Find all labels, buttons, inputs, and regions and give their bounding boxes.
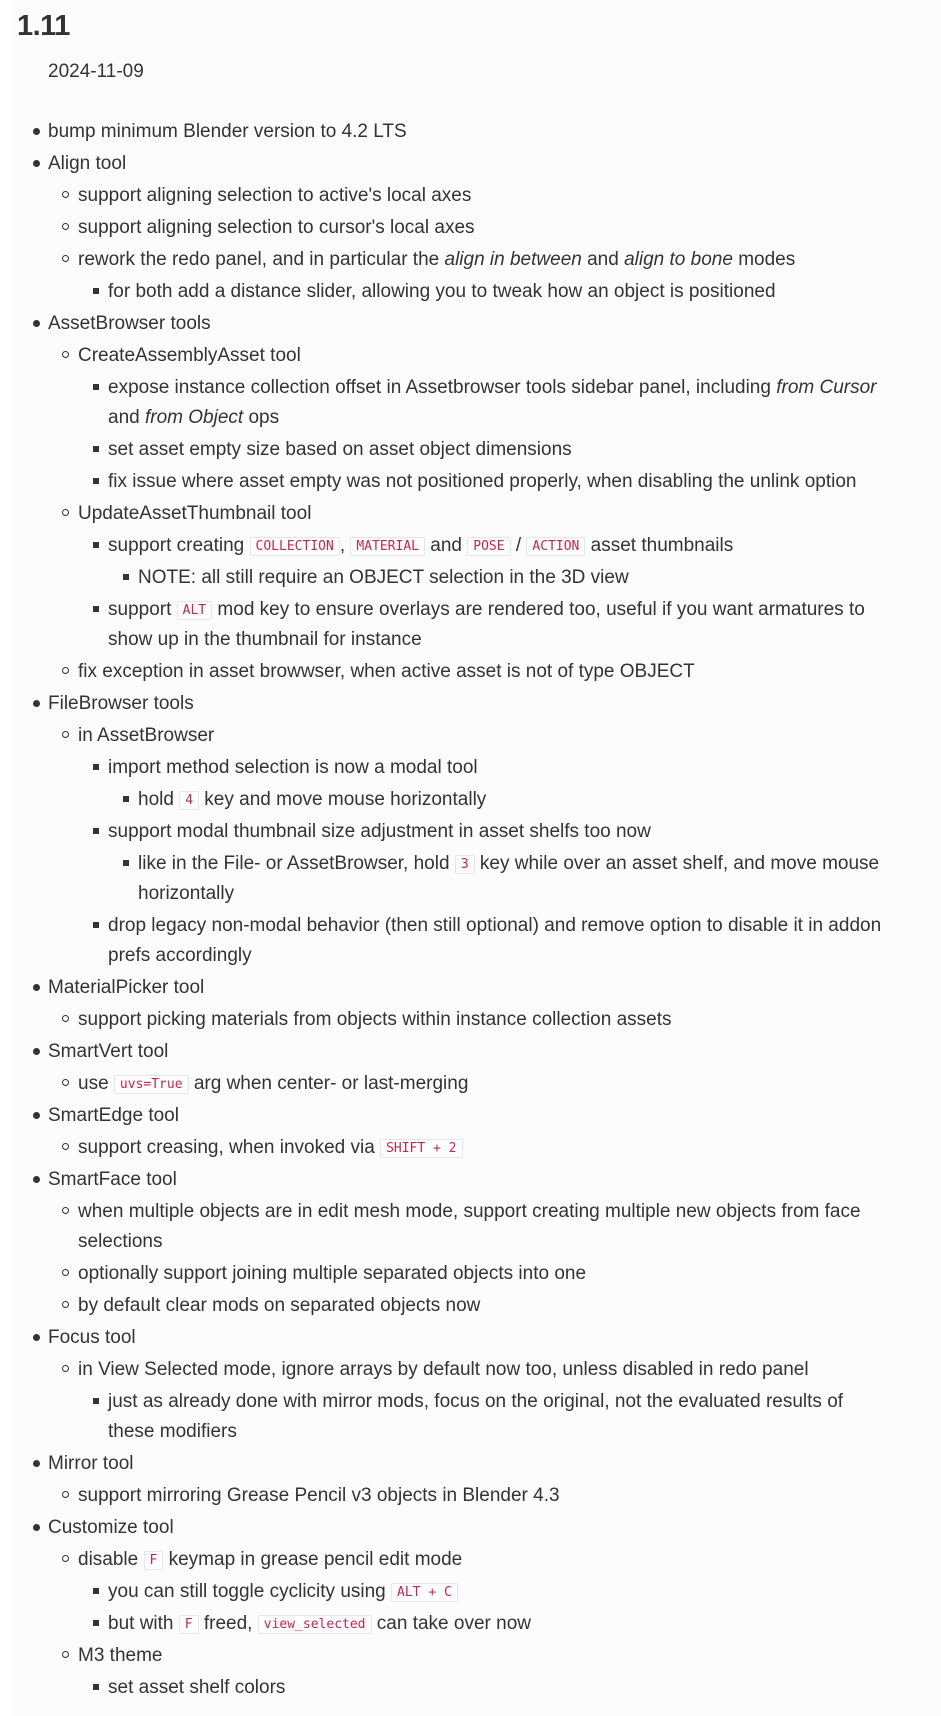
note-sublist — [108, 562, 893, 594]
item-text: rework the redo panel, and in particular the align in between and align to bone modes — [78, 249, 796, 270]
list-item — [78, 1068, 893, 1100]
list-item — [108, 434, 893, 466]
smartedge-sublist — [48, 1132, 893, 1164]
align-sublist — [48, 180, 893, 308]
code-collection: COLLECTION — [250, 537, 340, 556]
disable-sublist — [78, 1576, 893, 1640]
code-view-selected: view_selected — [258, 1615, 372, 1634]
list-item — [48, 116, 893, 148]
emphasis-text: from Object — [144, 407, 244, 428]
list-item — [78, 1196, 893, 1258]
list-item — [108, 816, 893, 910]
materialpicker-sublist — [48, 1004, 893, 1036]
list-item — [108, 1386, 893, 1448]
item-text: support ALT mod key to ensure overlays are rendered too, useful if you want armatures to show up in the thumbnail for instance — [108, 599, 865, 650]
item-text: support mirroring Grease Pencil v3 objects in Blender 4.3 — [78, 1485, 560, 1506]
item-text: by default clear mods on separated objects now — [78, 1295, 481, 1316]
item-text: just as already done with mirror mods, focus on the original, not the evaluated results of these modifiers — [108, 1391, 844, 1442]
update-sublist — [78, 530, 893, 656]
code-key-f: F — [179, 1615, 199, 1634]
list-item — [108, 530, 893, 594]
list-item — [108, 466, 893, 498]
list-item — [138, 562, 893, 594]
item-text: import method selection is now a modal tool — [108, 757, 478, 778]
list-item — [108, 910, 893, 972]
item-text: NOTE: all still require an OBJECT selection in the 3D view — [138, 567, 629, 588]
list-item — [78, 1290, 893, 1322]
code-uvs: uvs=True — [114, 1075, 189, 1094]
item-text: hold 4 key and move mouse horizontally — [138, 789, 487, 810]
item-text: in View Selected mode, ignore arrays by default now too, unless disabled in redo panel — [78, 1359, 809, 1380]
list-item — [78, 498, 893, 656]
code-material: MATERIAL — [350, 537, 425, 556]
section-label-assetbrowser: AssetBrowser tools — [48, 313, 211, 334]
item-text: in AssetBrowser — [78, 725, 215, 746]
item-text: use uvs=True arg when center- or last-merging — [78, 1073, 469, 1094]
emphasis-text: align to bone — [624, 249, 733, 270]
item-text: fix exception in asset browwser, when active asset is not of type OBJECT — [78, 661, 695, 682]
section-label-smartedge: SmartEdge tool — [48, 1105, 179, 1126]
list-item — [48, 1100, 893, 1164]
item-text: support picking materials from objects within instance collection assets — [78, 1009, 672, 1030]
mirror-sublist — [48, 1480, 893, 1512]
list-item — [78, 1004, 893, 1036]
list-item — [78, 1354, 893, 1448]
list-item — [78, 1544, 893, 1640]
list-item — [78, 720, 893, 972]
item-text: but with F freed, view_selected can take over now — [108, 1613, 531, 1634]
code-key-4: 4 — [179, 791, 199, 810]
list-item — [48, 1448, 893, 1512]
code-key-3: 3 — [455, 855, 475, 874]
version-heading: 1.11 — [17, 10, 70, 42]
list-item — [108, 276, 893, 308]
list-item — [78, 1640, 893, 1704]
item-text: M3 theme — [78, 1645, 163, 1666]
item-text: fix issue where asset empty was not positioned properly, when disabling the unlink option — [108, 471, 857, 492]
smartvert-sublist — [48, 1068, 893, 1100]
list-item — [108, 594, 893, 656]
item-text: support creating COLLECTION , MATERIAL and POSE / ACTION asset thumbnails — [108, 535, 734, 556]
emphasis-text: from Cursor — [776, 377, 877, 398]
item-text: support modal thumbnail size adjustment in asset shelfs too now — [108, 821, 651, 842]
item-text: UpdateAssetThumbnail tool — [78, 503, 312, 524]
list-item — [48, 1164, 893, 1322]
focus-sublist — [48, 1354, 893, 1448]
list-item — [78, 1132, 893, 1164]
list-item — [138, 784, 893, 816]
list-item — [48, 308, 893, 688]
list-item — [78, 1258, 893, 1290]
section-label-filebrowser: FileBrowser tools — [48, 693, 194, 714]
code-alt: ALT — [177, 601, 212, 620]
list-item — [108, 752, 893, 816]
section-label-smartface: SmartFace tool — [48, 1169, 177, 1190]
item-text: disable F keymap in grease pencil edit mode — [78, 1549, 463, 1570]
list-item — [108, 372, 893, 434]
section-label-focus: Focus tool — [48, 1327, 136, 1348]
item-text: set asset empty size based on asset object dimensions — [108, 439, 572, 460]
item-text: set asset shelf colors — [108, 1677, 286, 1698]
section-label-materialpicker: MaterialPicker tool — [48, 977, 205, 998]
item-text: you can still toggle cyclicity using ALT + C — [108, 1576, 893, 1608]
item-text: when multiple objects are in edit mesh mode, support creating multiple new objects from face selections — [78, 1201, 861, 1252]
list-item — [78, 1480, 893, 1512]
item-text: like in the File- or AssetBrowser, hold 3 key while over an asset shelf, and move mouse horizontally — [138, 853, 880, 904]
section-label-customize: Customize tool — [48, 1517, 174, 1538]
list-item — [108, 1672, 893, 1704]
item-text: expose instance collection offset in Assetbrowser tools sidebar panel, including from Cursor and from Object ops — [108, 377, 877, 428]
import-sublist — [108, 784, 893, 816]
item-text: for both add a distance slider, allowing you to tweak how an object is positioned — [108, 281, 776, 302]
list-item — [48, 1322, 893, 1448]
list-item — [78, 212, 893, 244]
item-text: support creasing, when invoked via SHIFT + 2 — [78, 1132, 893, 1164]
list-item — [48, 1036, 893, 1100]
create-sublist — [78, 372, 893, 498]
list-item — [108, 1608, 893, 1640]
item-text: optionally support joining multiple separated objects into one — [78, 1263, 587, 1284]
list-item — [48, 148, 893, 308]
list-item — [78, 340, 893, 498]
m3theme-sublist — [78, 1672, 893, 1704]
list-item — [78, 656, 893, 688]
in-assetbrowser-sublist — [78, 752, 893, 972]
assetbrowser-sublist — [48, 340, 893, 688]
item-text: CreateAssemblyAsset tool — [78, 345, 301, 366]
item-text: bump minimum Blender version to 4.2 LTS — [48, 121, 407, 142]
thumb-sublist — [108, 848, 893, 910]
customize-sublist — [48, 1544, 893, 1704]
code-alt-c: ALT + C — [391, 1583, 458, 1602]
section-label-smartvert: SmartVert tool — [48, 1041, 169, 1062]
list-item — [78, 244, 893, 308]
code-key-f: F — [144, 1551, 164, 1570]
list-item — [108, 1576, 893, 1608]
section-label-mirror: Mirror tool — [48, 1453, 134, 1474]
list-item — [48, 1512, 893, 1704]
item-text: support aligning selection to cursor's local axes — [78, 217, 475, 238]
list-item — [48, 688, 893, 972]
code-action: ACTION — [526, 537, 585, 556]
item-text: drop legacy non-modal behavior (then still optional) and remove option to disable it in addon prefs accordingly — [108, 915, 882, 966]
list-item — [48, 972, 893, 1036]
list-item — [138, 848, 893, 910]
emphasis-text: align in between — [444, 249, 582, 270]
smartface-sublist — [48, 1196, 893, 1322]
redo-sublist — [78, 276, 893, 308]
code-shift-2: SHIFT + 2 — [380, 1139, 462, 1158]
release-date: 2024-11-09 — [48, 61, 144, 82]
list-item — [78, 180, 893, 212]
filebrowser-sublist — [48, 720, 893, 972]
changelog-list — [48, 116, 893, 1704]
view-selected-sublist — [78, 1386, 893, 1448]
section-label-align: Align tool — [48, 153, 127, 174]
code-pose: POSE — [467, 537, 510, 556]
item-text: support aligning selection to active's local axes — [78, 185, 472, 206]
